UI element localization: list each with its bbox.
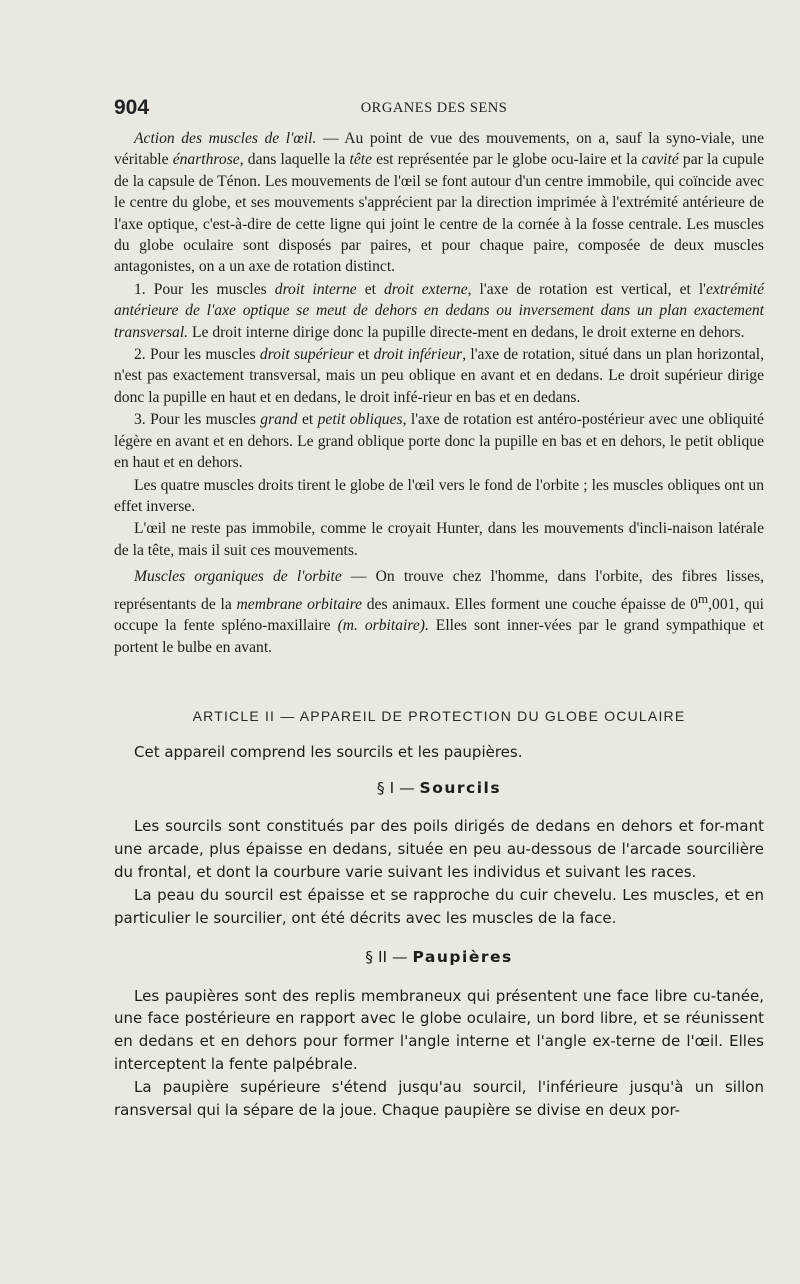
section-number: § II — — [365, 948, 408, 967]
text-run: — On trouve chez l'homme, dans l'orbite, des fibres lisses, représentants de la — [114, 568, 764, 613]
text-run: et — [356, 280, 384, 298]
paragraph-lead: Muscles organiques de l'orbite — [134, 568, 342, 586]
article-title: ARTICLE II — APPAREIL DE PROTECTION DU GLOBE OCULAIRE — [192, 707, 686, 724]
italic-term: grand — [260, 411, 298, 429]
running-title: ORGANES DES SENS — [360, 100, 508, 116]
text-run: 3. Pour les muscles — [134, 411, 261, 429]
italic-term: petit obliques — [317, 411, 403, 429]
text-run: — Au point de vue des mouvements, on a, sauf la syno-viale, une véritable — [114, 130, 764, 169]
text-run: Elles sont inner-vées par le grand sympathique et portent le bulbe en avant. — [114, 617, 764, 656]
superscript-unit: m — [698, 590, 709, 606]
paragraph-eye-muscle-action — [114, 128, 764, 278]
section-number: § I — — [376, 778, 415, 797]
text-run: 1. Pour les muscles — [134, 280, 275, 298]
italic-term: membrane orbitaire — [236, 595, 362, 613]
text-run: par la cupule de la capsule de Ténon. Les mouvements de l'œil se font autour d'un centre immobile, qui coïncide avec le centre du globe, et ses mouvements s'apprécient par la direction imprimée à l'extrémité antérieure de l'axe optique, c'est-à-dire de cette ligne qui joint le centre de la cornée à la fosse centrale. Les muscles du globe oculaire sont disposés par paires, et pour chaque paire, composée de deux muscles antagonistes, on a un axe de rotation distinct. — [114, 151, 764, 276]
section-word: Paupières — [412, 948, 513, 967]
text-run: , l'axe de rotation est antéro-postérieur avec une obliquité légère en avant et en dehors. Le grand oblique porte donc la pupille en bas et en dehors, le petit oblique en haut et en dehors. — [114, 411, 764, 472]
section-title-paupieres — [114, 947, 764, 968]
text-run: , l'axe de rotation est vertical, et — [467, 280, 699, 298]
paragraph-sourcils-2: La peau du sourcil est épaisse et se rapproche du cuir chevelu. Les muscles, et en particulier le sourcilier, ont été décrits avec les muscles de la face. — [114, 886, 764, 927]
text-run: et — [297, 411, 318, 429]
paragraph-item-2 — [114, 344, 764, 408]
paragraph-four-muscles: Les quatre muscles droits tirent le globe de l'œil vers le fond de l'orbite ; les muscles obliques ont un effet inverse. — [114, 476, 764, 515]
paragraph-paupieres-2: La paupière supérieure s'étend jusqu'au sourcil, l'inférieure jusqu'à un sillon ransversal qui la sépare de la joue. Chaque paupière se divise en deux por- — [114, 1078, 764, 1119]
italic-term: droit externe — [383, 280, 468, 298]
paragraph-lead: Action des muscles de l'œil. — [134, 130, 317, 147]
text-run: des animaux. Elles forment une couche épaisse de 0 — [362, 595, 698, 613]
text-run: , dans laquelle la — [239, 151, 350, 169]
paragraph-organic-muscles — [114, 566, 764, 658]
page-header — [114, 96, 754, 122]
italic-term: (m. orbitaire). — [337, 617, 429, 635]
text-run: ,001, qui occupe la fente spléno-maxillaire — [114, 595, 765, 635]
paragraph-intro: Cet appareil comprend les sourcils et les paupières. — [134, 743, 523, 762]
paragraph-item-1 — [114, 279, 764, 343]
text-run: est représentée par le globe ocu-laire et la — [372, 151, 642, 169]
paragraph-item-3 — [114, 409, 764, 473]
text-run: 2. Pour les muscles — [134, 346, 260, 364]
text-run: , l'axe de rotation, situé dans un plan horizontal, n'est pas exactement transversal, mais un peu oblique en avant et en dedans. Le droit supérieur dirige donc la pupille en haut et en dedans, le droit infé-rieur en bas et en dedans. — [114, 346, 764, 406]
paragraph-sourcils-1: Les sourcils sont constitués par des poils dirigés de dedans en dehors et for-mant une arcade, plus épaisse en dedans, située en peu au-dessous de l'arcade sourcilière du frontal, et dont la courbure varie suivant les individus et suivant les races. — [114, 817, 764, 881]
text-run: l' — [698, 280, 706, 298]
italic-term: tête — [349, 151, 372, 169]
section-word: Sourcils — [419, 778, 502, 797]
italic-term: droit supérieur — [259, 346, 354, 364]
paragraph-hunter: L'œil ne reste pas immobile, comme le croyait Hunter, dans les mouvements d'incli-naison latérale de la tête, mais il suit ces mouvements. — [114, 520, 764, 559]
page-body — [114, 128, 764, 1122]
text-run: Le droit interne dirige donc la pupille directe-ment en dedans, le droit externe en dehors. — [188, 323, 745, 341]
paragraph-paupieres-1: Les paupières sont des replis membraneux qui présentent une face libre cu-tanée, une face postérieure en rapport avec le globe oculaire, un bord libre, et se réunissent en dedans et en dehors pour former l'angle interne et l'angle ex-terne de l'œil. Elles interceptent la fente palpébrale. — [114, 986, 764, 1073]
italic-term: cavité — [641, 151, 679, 169]
page-number: 904 — [114, 96, 150, 119]
italic-term: extrémité antérieure de l'axe optique se meut de dehors en dedans ou inversement dans un plan exactement transversal. — [114, 280, 765, 341]
italic-term: énarthrose — [172, 151, 240, 169]
italic-term: droit interne — [274, 280, 357, 298]
text-run: et — [353, 346, 374, 364]
section-title-sourcils — [114, 778, 764, 799]
italic-term: droit inférieur — [373, 346, 463, 364]
